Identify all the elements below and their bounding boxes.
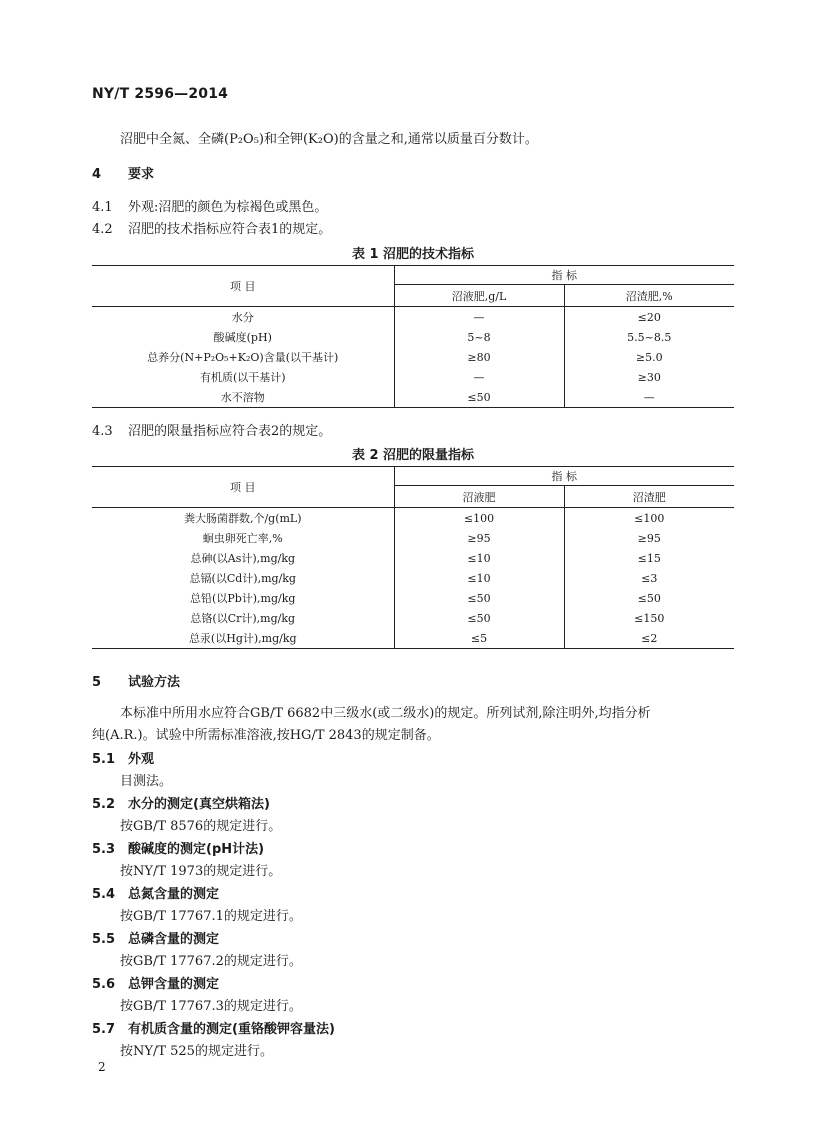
clause-number: 4.3 xyxy=(92,424,113,439)
clause-5-3-heading xyxy=(92,838,264,857)
clause-number: 5.1 xyxy=(92,752,116,767)
row-residue: ≥95 xyxy=(637,531,661,545)
clause-5-6-text: 按GB/T 17767.3的规定进行。 xyxy=(120,999,302,1014)
table-1-header-residue: 沼渣肥,% xyxy=(564,285,734,307)
clause-number: 5.6 xyxy=(92,977,116,992)
row-item: 酸碱度(pH) xyxy=(92,327,394,347)
table-2 xyxy=(92,466,734,649)
standard-code-header: NY/T 2596—2014 xyxy=(92,86,229,102)
row-residue: ≤50 xyxy=(637,591,661,605)
table-1-header-liquid: 沼液肥,g/L xyxy=(394,285,564,307)
table-row xyxy=(92,347,734,367)
row-liquid: ≤10 xyxy=(394,568,564,588)
clause-title: 总氮含量的测定 xyxy=(128,887,220,902)
row-item: 总铬(以Cr计),mg/kg xyxy=(92,608,394,628)
page-number: 2 xyxy=(98,1060,106,1074)
table-row xyxy=(92,327,734,347)
clause-5-3-text: 按NY/T 1973的规定进行。 xyxy=(120,864,282,879)
row-liquid: ≥80 xyxy=(394,347,564,367)
row-item: 蛔虫卵死亡率,% xyxy=(92,528,394,548)
clause-5-1-heading xyxy=(92,748,154,767)
clause-text: 沼肥的技术指标应符合表1的规定。 xyxy=(128,222,332,237)
row-item: 水分 xyxy=(92,307,394,328)
row-residue: ≥5.0 xyxy=(635,350,663,364)
clause-5-2-heading xyxy=(92,793,270,812)
row-residue: ≤2 xyxy=(641,631,658,645)
clause-5-5-text: 按GB/T 17767.2的规定进行。 xyxy=(120,954,302,969)
clause-title: 总钾含量的测定 xyxy=(128,977,220,992)
table-row xyxy=(92,588,734,608)
row-residue: ≤100 xyxy=(634,511,665,525)
clause-5-4-text: 按GB/T 17767.1的规定进行。 xyxy=(120,909,302,924)
table-row xyxy=(92,568,734,588)
clause-5-7-heading xyxy=(92,1018,335,1037)
clause-number: 5.2 xyxy=(92,797,116,812)
section-number: 4 xyxy=(92,167,102,182)
table-row xyxy=(92,508,734,529)
row-liquid: ≥95 xyxy=(394,528,564,548)
clause-5-1-text: 目测法。 xyxy=(120,774,173,789)
clause-title: 酸碱度的测定(pH计法) xyxy=(128,842,265,857)
table-1-header-index: 指 标 xyxy=(394,266,734,285)
clause-4-1 xyxy=(92,196,327,215)
clause-5-4-heading xyxy=(92,883,219,902)
clause-title: 外观 xyxy=(128,752,155,767)
clause-5-6-heading xyxy=(92,973,219,992)
clause-number: 5.5 xyxy=(92,932,116,947)
row-item: 有机质(以干基计) xyxy=(92,367,394,387)
row-item: 总铅(以Pb计),mg/kg xyxy=(92,588,394,608)
clause-4-3 xyxy=(92,420,331,439)
row-item: 水不溶物 xyxy=(92,387,394,408)
row-residue: 5.5~8.5 xyxy=(627,330,672,344)
section-title: 试验方法 xyxy=(128,675,181,690)
clause-number: 5.3 xyxy=(92,842,116,857)
row-residue: ≤15 xyxy=(637,551,661,565)
table-2-header-index: 指 标 xyxy=(394,467,734,486)
table-2-header-liquid: 沼液肥 xyxy=(394,486,564,508)
clause-number: 5.4 xyxy=(92,887,116,902)
table-1 xyxy=(92,265,734,408)
clause-title: 有机质含量的测定(重铬酸钾容量法) xyxy=(128,1022,335,1037)
section-5-paragraph-line-2: 纯(A.R.)。试验中所需标准溶液,按HG/T 2843的规定制备。 xyxy=(92,728,440,743)
row-residue: ≤150 xyxy=(634,611,665,625)
table-row xyxy=(92,307,734,328)
clause-number: 5.7 xyxy=(92,1022,116,1037)
table-row xyxy=(92,608,734,628)
row-item: 总养分(N+P₂O₅+K₂O)含量(以干基计) xyxy=(92,347,394,367)
table-2-caption: 表 2 沼肥的限量指标 xyxy=(351,448,475,463)
row-liquid: ≤50 xyxy=(394,387,564,408)
clause-5-2-text: 按GB/T 8576的规定进行。 xyxy=(120,819,282,834)
clause-title: 总磷含量的测定 xyxy=(128,932,220,947)
row-liquid: ≤10 xyxy=(394,548,564,568)
row-liquid: ≤50 xyxy=(394,588,564,608)
table-row xyxy=(92,548,734,568)
row-liquid: ≤100 xyxy=(394,508,564,529)
row-item: 总汞(以Hg计),mg/kg xyxy=(92,628,394,649)
clause-text: 沼肥的限量指标应符合表2的规定。 xyxy=(128,424,332,439)
clause-title: 水分的测定(真空烘箱法) xyxy=(128,797,270,812)
row-residue: ≥30 xyxy=(637,370,661,384)
row-residue: ≤20 xyxy=(637,310,661,324)
section-number: 5 xyxy=(92,675,102,690)
row-residue: — xyxy=(643,390,655,404)
row-liquid: ≤5 xyxy=(394,628,564,649)
section-4-heading xyxy=(92,163,154,182)
section-5-heading xyxy=(92,671,180,690)
table-row xyxy=(92,367,734,387)
clause-4-2 xyxy=(92,218,331,237)
row-liquid: — xyxy=(394,367,564,387)
table-1-header-item: 项 目 xyxy=(92,266,394,307)
row-liquid: 5~8 xyxy=(394,327,564,347)
clause-5-5-heading xyxy=(92,928,219,947)
clause-5-7-text: 按NY/T 525的规定进行。 xyxy=(120,1044,273,1059)
section-title: 要求 xyxy=(128,167,155,182)
table-row xyxy=(92,387,734,408)
intro-paragraph: 沼肥中全氮、全磷(P₂O₅)和全钾(K₂O)的含量之和,通常以质量百分数计。 xyxy=(120,132,538,147)
row-liquid: — xyxy=(394,307,564,328)
table-2-header-item: 项 目 xyxy=(92,467,394,508)
clause-number: 4.2 xyxy=(92,222,113,237)
table-1-caption: 表 1 沼肥的技术指标 xyxy=(351,247,475,262)
row-liquid: ≤50 xyxy=(394,608,564,628)
table-row xyxy=(92,528,734,548)
table-row xyxy=(92,628,734,649)
section-5-paragraph-line-1: 本标准中所用水应符合GB/T 6682中三级水(或二级水)的规定。所列试剂,除注明外,均指分析 xyxy=(120,706,651,721)
row-item: 粪大肠菌群数,个/g(mL) xyxy=(92,508,394,529)
row-item: 总镉(以Cd计),mg/kg xyxy=(92,568,394,588)
clause-text: 外观:沼肥的颜色为棕褐色或黑色。 xyxy=(128,200,328,215)
table-2-header-residue: 沼渣肥 xyxy=(564,486,734,508)
clause-number: 4.1 xyxy=(92,200,113,215)
row-item: 总砷(以As计),mg/kg xyxy=(92,548,394,568)
row-residue: ≤3 xyxy=(641,571,658,585)
